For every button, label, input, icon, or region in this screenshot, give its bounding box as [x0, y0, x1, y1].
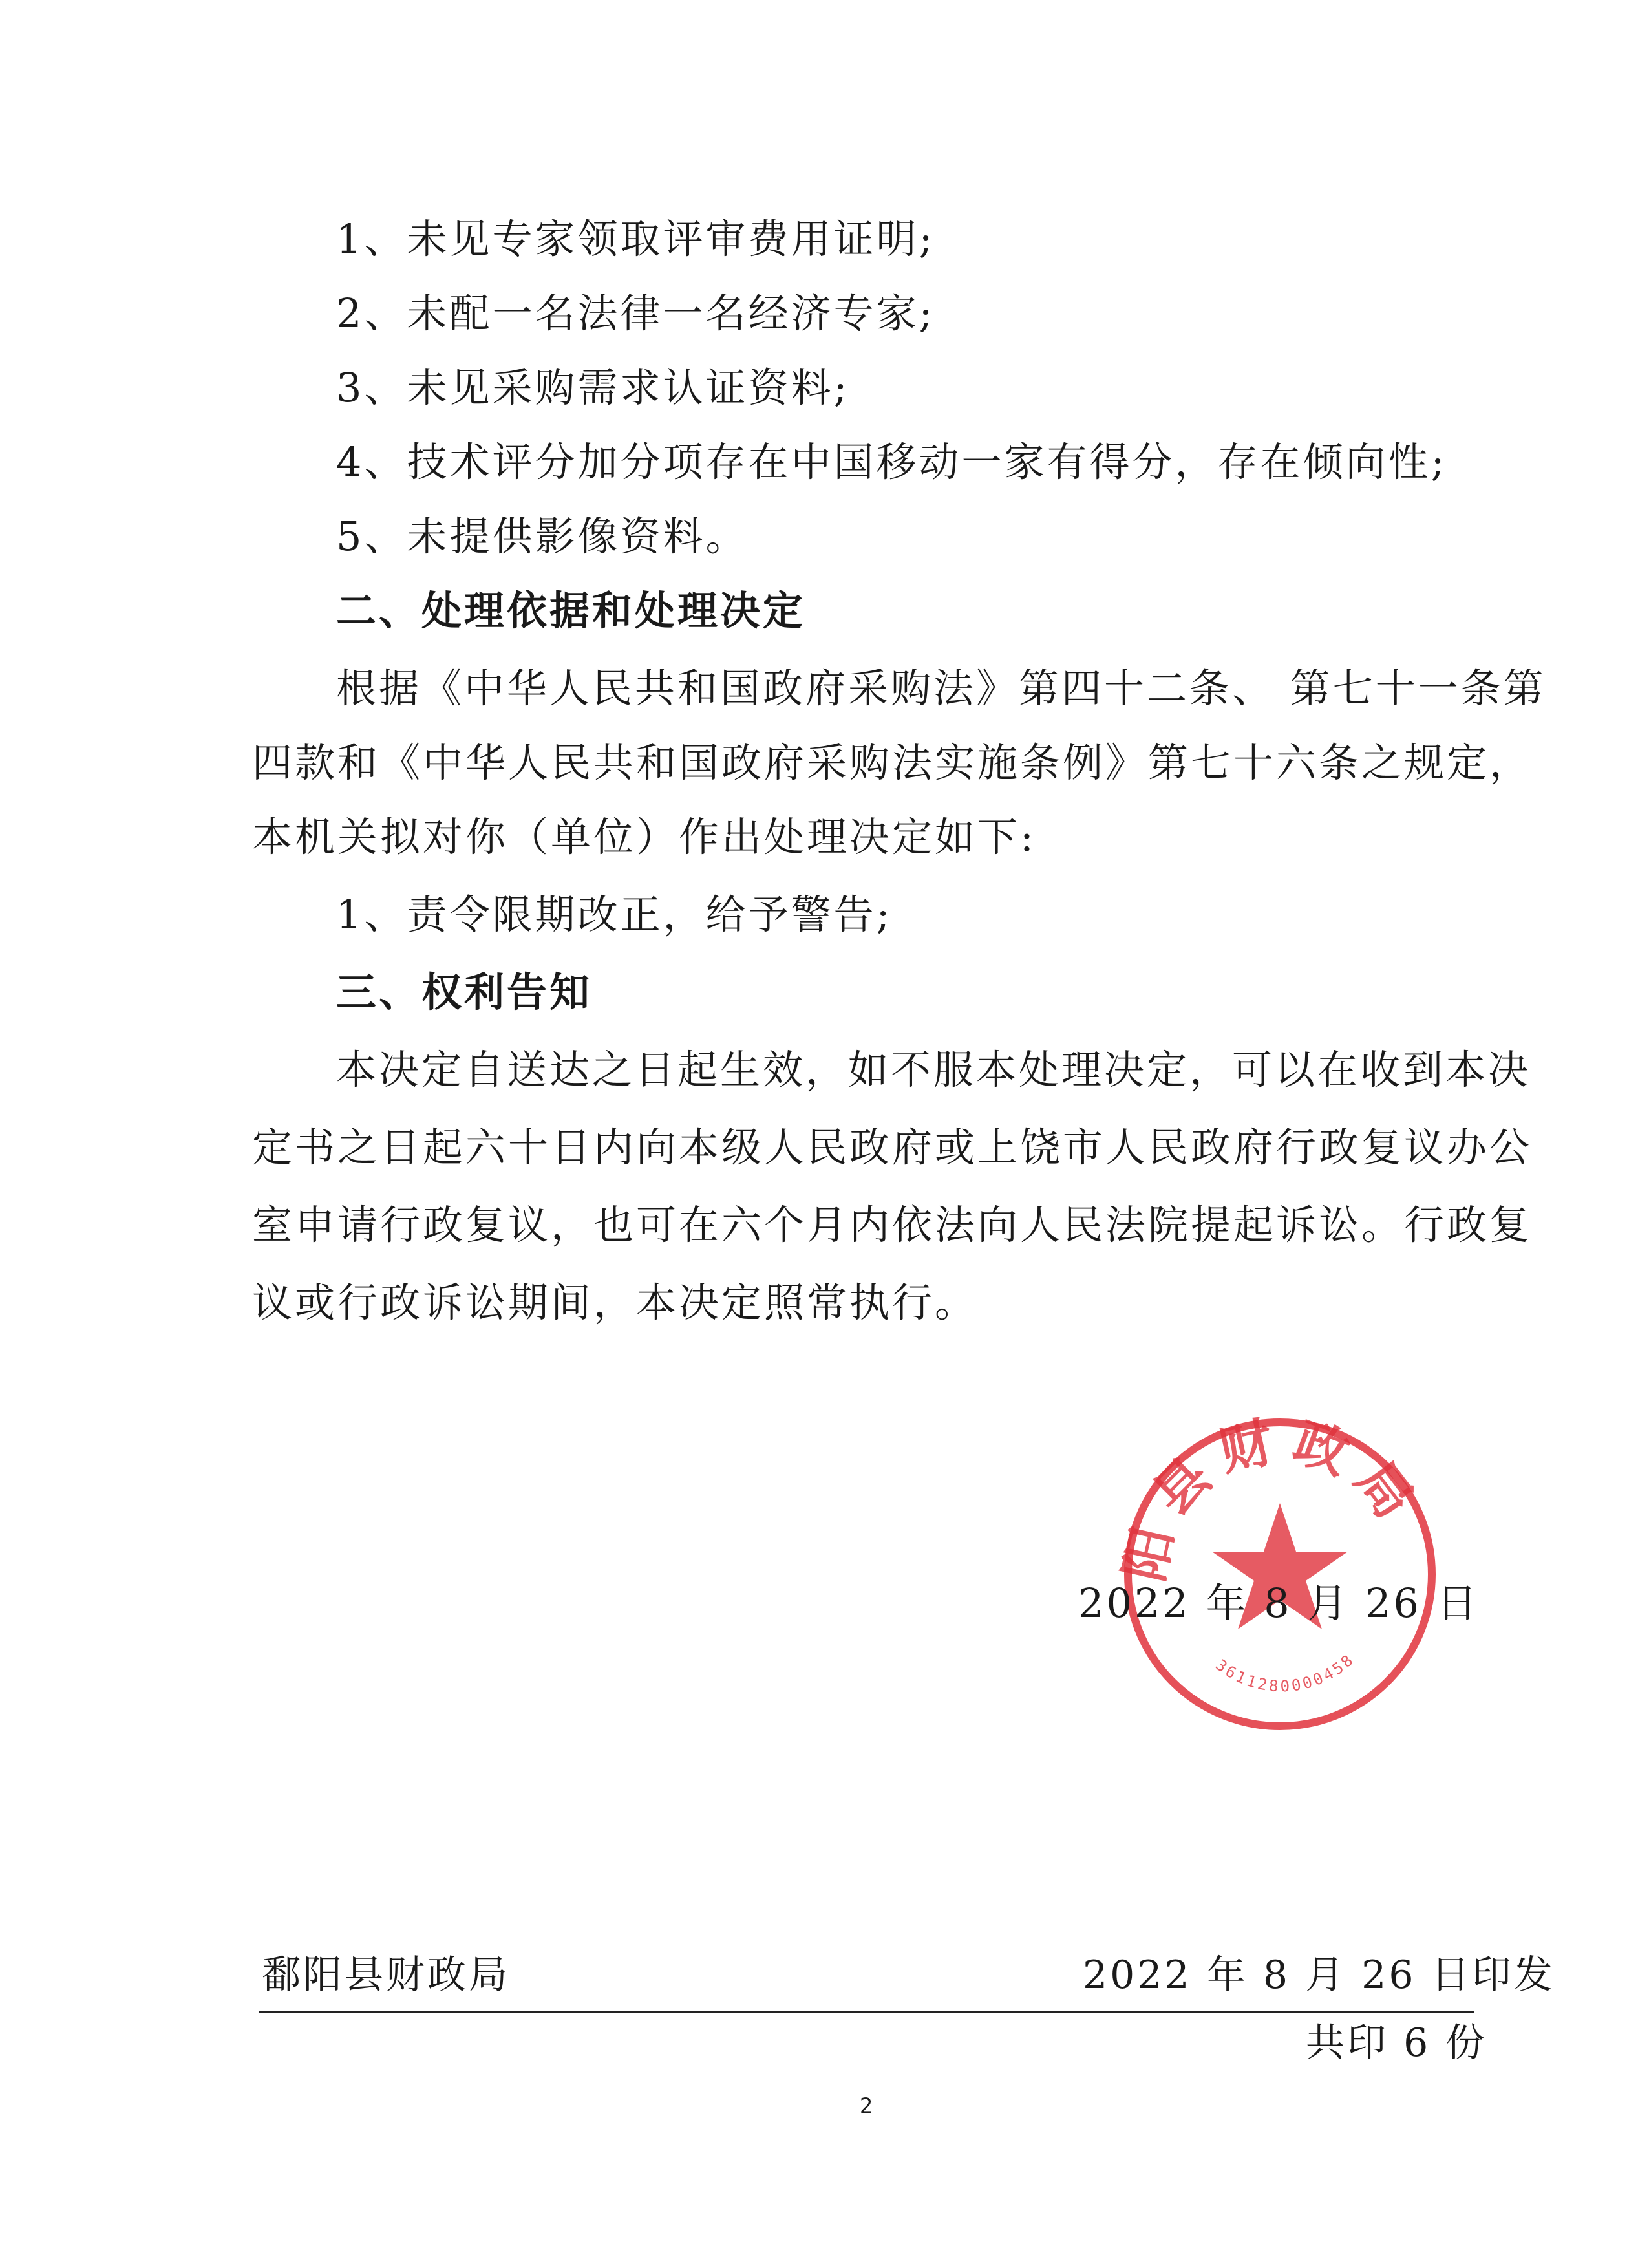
basis-paragraph-line-2: 四款和《中华人民共和国政府采购法实施条例》第七十六条之规定， [252, 739, 1533, 786]
rights-paragraph-line-1: 本决定自送达之日起生效，如不服本处理决定，可以在收到本决 [336, 1046, 1531, 1093]
official-seal-stamp [1112, 1406, 1448, 1742]
rights-paragraph-line-4: 议或行政诉讼期间，本决定照常执行。 [252, 1279, 978, 1326]
finding-item-2: 2、未配一名法律一名经济专家; [336, 290, 935, 337]
finding-item-4: 4、技术评分加分项存在中国移动一家有得分，存在倾向性; [336, 438, 1447, 486]
svg-text:阳县财政局: 阳县财政局 [1113, 1409, 1433, 1587]
svg-text:3611280000458: 3611280000458 [1212, 1649, 1359, 1696]
issue-date: 2022 年 8 月 26 日印发 [1083, 1952, 1555, 1998]
finding-item-5: 5、未提供影像资料。 [336, 513, 749, 560]
page-number: 2 [860, 2093, 873, 2118]
section-heading-rights: 三、权利告知 [336, 968, 593, 1016]
basis-paragraph-line-1: 根据《中华人民共和国政府采购法》第四十二条、 第七十一条第 [336, 665, 1546, 712]
issuer-name: 鄱阳县财政局 [262, 1952, 510, 1998]
basis-paragraph-line-3: 本机关拟对你（单位）作出处理决定如下: [252, 813, 1036, 861]
footer-divider [259, 2011, 1474, 2013]
finding-item-1: 1、未见专家领取评审费用证明; [336, 215, 935, 262]
copies-count: 共印 6 份 [1306, 2020, 1487, 2066]
section-heading-basis: 二、处理依据和处理决定 [336, 587, 806, 634]
signature-date: 2022 年 8 月 26 日 [1078, 1579, 1480, 1627]
rights-paragraph-line-2: 定书之日起六十日内向本级人民政府或上饶市人民政府行政复议办公 [252, 1124, 1533, 1171]
rights-paragraph-line-3: 室申请行政复议，也可在六个月内依法向人民法院提起诉讼。行政复 [252, 1201, 1533, 1248]
decision-item-1: 1、责令限期改正，给予警告; [336, 891, 893, 938]
finding-item-3: 3、未见采购需求认证资料; [336, 364, 850, 411]
